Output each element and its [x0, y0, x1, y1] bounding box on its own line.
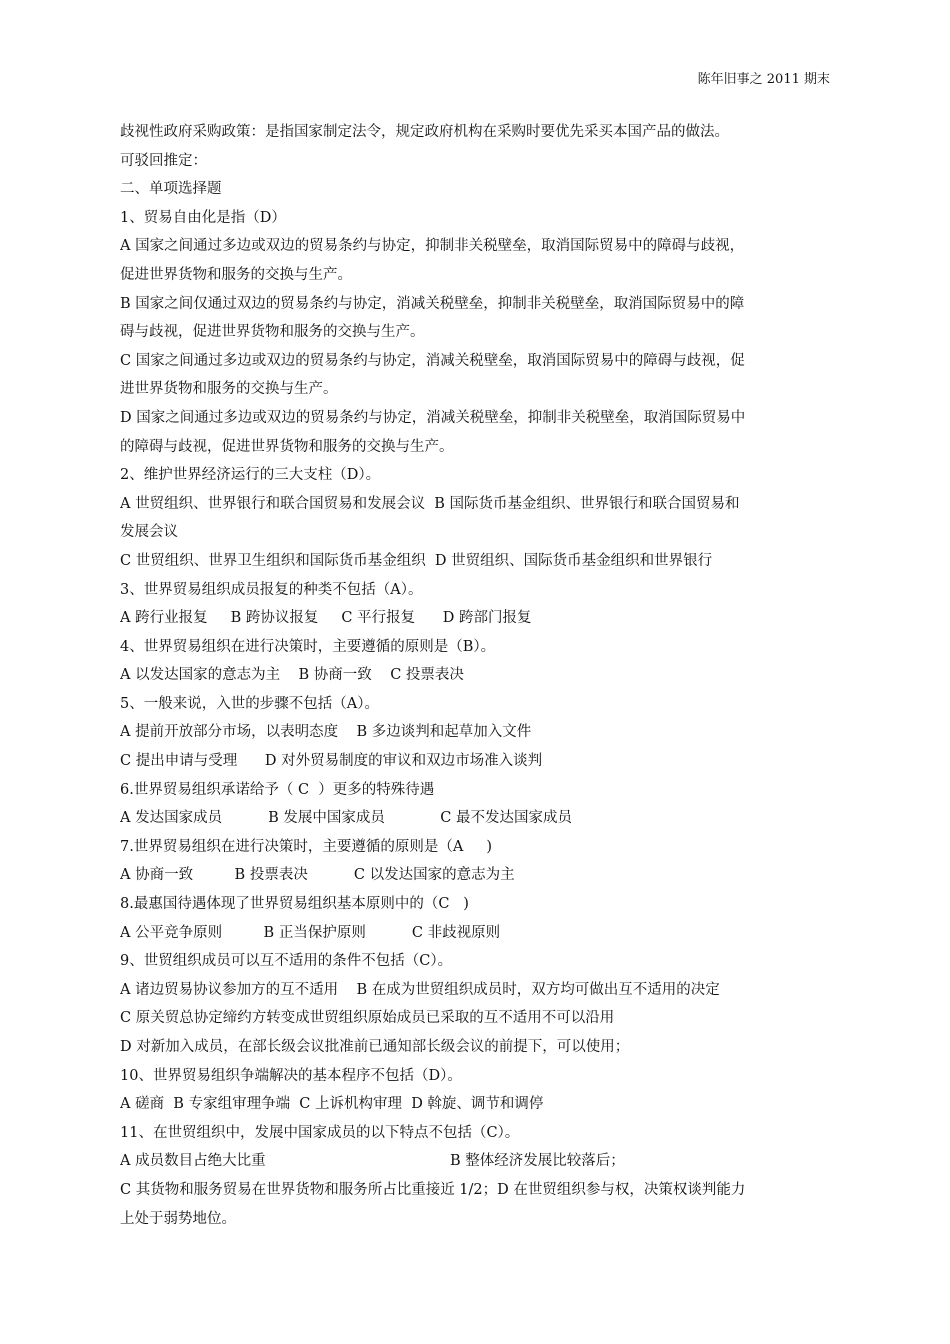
question-5: 5、一般来说，入世的步骤不包括（A）。 [120, 695, 379, 712]
text-line: A 提前开放部分市场，以表明态度 B 多边谈判和起草加入文件 [120, 724, 532, 741]
question-3: 3、世界贸易组织成员报复的种类不包括（A）。 [120, 581, 423, 598]
text-line: 歧视性政府采购政策：是指国家制定法令，规定政府机构在采购时要优先采买本国产品的做法。 [120, 124, 729, 140]
text-line: C 世贸组织、世界卫生组织和国际货币基金组织 D 世贸组织、国际货币基金组织和世界银行 [120, 552, 713, 569]
text-line: A 发达国家成员 B 发展中国家成员 C 最不发达国家成员 [120, 810, 572, 827]
text-line: C 提出申请与受理 D 对外贸易制度的审议和双边市场准入谈判 [120, 753, 543, 770]
question-2: 2、维护世界经济运行的三大支柱（D）。 [120, 467, 381, 484]
text-line: A 协商一致 B 投票表决 C 以发达国家的意志为主 [120, 867, 515, 884]
text-line: A 国家之间通过多边或双边的贸易条约与协定，抑制非关税壁垒，取消国际贸易中的障碍与歧视， [120, 238, 745, 255]
question-9: 9、世贸组织成员可以互不适用的条件不包括（C）。 [120, 953, 453, 970]
question-6: 6.世界贸易组织承诺给予（ C ）更多的特殊待遇 [120, 781, 435, 798]
text-line: A 世贸组织、世界银行和联合国贸易和发展会议 B 国际货币基金组织、世界银行和联合国贸易和 [120, 495, 740, 512]
text-line: 进世界货物和服务的交换与生产。 [120, 381, 338, 398]
document-body [120, 118, 838, 1233]
text-line: 的障碍与歧视，促进世界货物和服务的交换与生产。 [120, 438, 454, 455]
section-heading: 二、单项选择题 [120, 181, 222, 198]
question-8: 8.最惠国待遇体现了世界贸易组织基本原则中的（C ) [120, 896, 469, 913]
text-line: D 国家之间通过多边或双边的贸易条约与协定，消减关税壁垒，抑制非关税壁垒，取消国际贸易中 [120, 409, 746, 426]
text-line: C 其货物和服务贸易在世界货物和服务所占比重接近 1/2；D 在世贸组织参与权，决策权谈判能力 [120, 1181, 746, 1198]
text-line: A 以发达国家的意志为主 B 协商一致 C 投票表决 [120, 667, 464, 684]
text-line: A 成员数目占绝大比重 B 整体经济发展比较落后； [120, 1153, 625, 1170]
question-11: 11、在世贸组织中，发展中国家成员的以下特点不包括（C）。 [120, 1124, 520, 1141]
text-line: C 原关贸总协定缔约方转变成世贸组织原始成员已采取的互不适用不可以沿用 [120, 1010, 615, 1027]
text-line: 上处于弱势地位。 [120, 1210, 236, 1227]
text-line: 发展会议 [120, 524, 178, 541]
text-line: D 对新加入成员，在部长级会议批准前已通知部长级会议的前提下，可以使用； [120, 1039, 630, 1055]
question-1: 1、贸易自由化是指（D） [120, 209, 286, 226]
text-line: A 磋商 B 专家组审理争端 C 上诉机构审理 D 斡旋、调节和调停 [120, 1096, 544, 1113]
text-line: C 国家之间通过多边或双边的贸易条约与协定，消减关税壁垒，取消国际贸易中的障碍与歧视，促 [120, 352, 745, 369]
text-line: A 跨行业报复 B 跨协议报复 C 平行报复 D 跨部门报复 [120, 610, 532, 627]
text-line: B 国家之间仅通过双边的贸易条约与协定，消减关税壁垒，抑制非关税壁垒，取消国际贸易中的障 [120, 295, 745, 312]
text-line: 可驳回推定： [120, 152, 207, 169]
question-4: 4、世界贸易组织在进行决策时，主要遵循的原则是（B）。 [120, 638, 496, 655]
text-line: 碍与歧视，促进世界货物和服务的交换与生产。 [120, 324, 425, 341]
text-line: A 公平竞争原则 B 正当保护原则 C 非歧视原则 [120, 924, 501, 941]
text-line: A 诸边贸易协议参加方的互不适用 B 在成为世贸组织成员时，双方均可做出互不适用的决定 [120, 981, 720, 998]
page-header: 陈年旧事之 2011 期末 [697, 72, 830, 87]
question-7: 7.世界贸易组织在进行决策时，主要遵循的原则是（A ) [120, 838, 493, 855]
text-line: 促进世界货物和服务的交换与生产。 [120, 266, 352, 283]
question-10: 10、世界贸易组织争端解决的基本程序不包括（D）。 [120, 1067, 462, 1084]
